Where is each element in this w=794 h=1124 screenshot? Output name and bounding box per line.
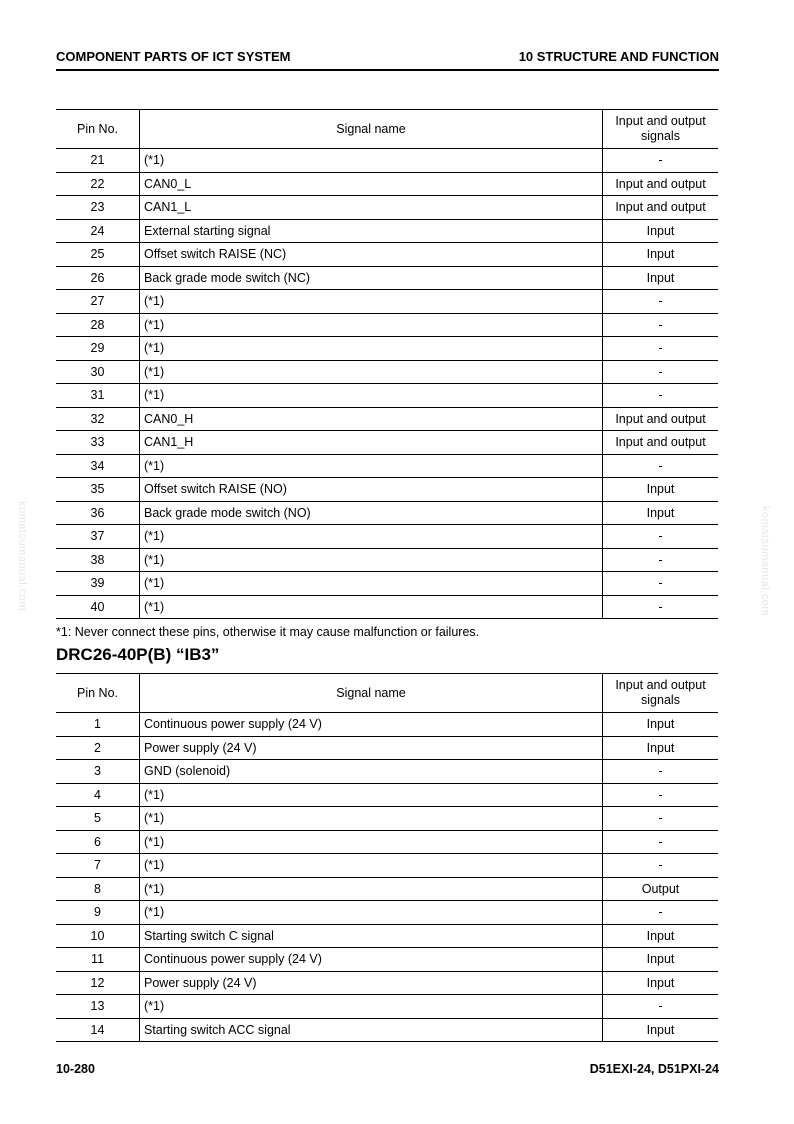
io-signal-cell: Input and output xyxy=(603,196,719,220)
signal-name-cell: (*1) xyxy=(140,149,603,173)
pin-number-cell: 11 xyxy=(56,948,140,972)
io-signal-cell: Input xyxy=(603,1018,719,1042)
table-row xyxy=(56,384,718,408)
signal-name-cell: Power supply (24 V) xyxy=(140,971,603,995)
signal-name-cell: (*1) xyxy=(140,595,603,619)
signal-name-cell: (*1) xyxy=(140,360,603,384)
signal-name-cell: Offset switch RAISE (NO) xyxy=(140,478,603,502)
table-row xyxy=(56,736,718,760)
table-row xyxy=(56,478,718,502)
pin-number-cell: 3 xyxy=(56,760,140,784)
signal-name-cell: (*1) xyxy=(140,877,603,901)
table-row xyxy=(56,407,718,431)
table-row xyxy=(56,572,718,596)
watermark-right: komatsumanual.com xyxy=(759,506,771,616)
io-signal-cell: Input xyxy=(603,971,719,995)
table-row xyxy=(56,760,718,784)
footnote: *1: Never connect these pins, otherwise it may cause malfunction or failures. xyxy=(56,625,480,639)
signal-name-cell: (*1) xyxy=(140,901,603,925)
table-row xyxy=(56,196,718,220)
io-signal-cell: Input xyxy=(603,266,719,290)
signal-name-cell: (*1) xyxy=(140,548,603,572)
signal-name-cell: CAN0_H xyxy=(140,407,603,431)
pin-number-cell: 29 xyxy=(56,337,140,361)
pin-number-cell: 6 xyxy=(56,830,140,854)
table-row xyxy=(56,172,718,196)
io-signal-cell: Input xyxy=(603,478,719,502)
io-signal-cell: - xyxy=(603,337,719,361)
pin-number-cell: 13 xyxy=(56,995,140,1019)
pin-number-cell: 25 xyxy=(56,243,140,267)
pin-table-2 xyxy=(56,673,718,1042)
pin-number-cell: 24 xyxy=(56,219,140,243)
signal-name-cell: CAN0_L xyxy=(140,172,603,196)
pin-number-cell: 4 xyxy=(56,783,140,807)
signal-name-cell: CAN1_H xyxy=(140,431,603,455)
column-header-pin: Pin No. xyxy=(56,110,140,149)
table-row xyxy=(56,360,718,384)
signal-name-cell: Back grade mode switch (NC) xyxy=(140,266,603,290)
pin-number-cell: 21 xyxy=(56,149,140,173)
pin-table-1 xyxy=(56,109,718,619)
pin-number-cell: 37 xyxy=(56,525,140,549)
signal-name-cell: Offset switch RAISE (NC) xyxy=(140,243,603,267)
table-row xyxy=(56,807,718,831)
pin-number-cell: 39 xyxy=(56,572,140,596)
signal-name-cell: (*1) xyxy=(140,313,603,337)
io-signal-cell: - xyxy=(603,595,719,619)
table-row xyxy=(56,313,718,337)
table-row xyxy=(56,219,718,243)
pin-number-cell: 14 xyxy=(56,1018,140,1042)
table-row xyxy=(56,525,718,549)
table-row xyxy=(56,948,718,972)
signal-name-cell: CAN1_L xyxy=(140,196,603,220)
table-row xyxy=(56,783,718,807)
table-row xyxy=(56,243,718,267)
table-row xyxy=(56,877,718,901)
table-row xyxy=(56,854,718,878)
pin-number-cell: 31 xyxy=(56,384,140,408)
table-header-row xyxy=(56,674,718,713)
table-row xyxy=(56,830,718,854)
table-row xyxy=(56,501,718,525)
pin-number-cell: 2 xyxy=(56,736,140,760)
page-number: 10-280 xyxy=(56,1062,95,1076)
column-header-pin: Pin No. xyxy=(56,674,140,713)
watermark-left: komatsumanual.com xyxy=(16,501,28,611)
signal-name-cell: (*1) xyxy=(140,525,603,549)
io-signal-cell: - xyxy=(603,760,719,784)
io-signal-cell: Input xyxy=(603,924,719,948)
pin-number-cell: 36 xyxy=(56,501,140,525)
pin-number-cell: 10 xyxy=(56,924,140,948)
pin-number-cell: 32 xyxy=(56,407,140,431)
column-header-io: Input and output signals xyxy=(603,674,719,713)
table-row xyxy=(56,548,718,572)
signal-name-cell: Continuous power supply (24 V) xyxy=(140,948,603,972)
signal-name-cell: (*1) xyxy=(140,572,603,596)
io-signal-cell: Input xyxy=(603,243,719,267)
io-signal-cell: Input xyxy=(603,501,719,525)
signal-name-cell: Back grade mode switch (NO) xyxy=(140,501,603,525)
io-signal-cell: Input and output xyxy=(603,431,719,455)
io-signal-cell: Input xyxy=(603,219,719,243)
io-signal-cell: - xyxy=(603,854,719,878)
signal-name-cell: Starting switch C signal xyxy=(140,924,603,948)
pin-number-cell: 23 xyxy=(56,196,140,220)
io-signal-cell: - xyxy=(603,313,719,337)
table-row xyxy=(56,266,718,290)
io-signal-cell: Input xyxy=(603,948,719,972)
table-row xyxy=(56,431,718,455)
signal-name-cell: (*1) xyxy=(140,807,603,831)
io-signal-cell: - xyxy=(603,454,719,478)
pin-number-cell: 1 xyxy=(56,713,140,737)
pin-number-cell: 34 xyxy=(56,454,140,478)
pin-number-cell: 40 xyxy=(56,595,140,619)
signal-name-cell: (*1) xyxy=(140,384,603,408)
connector-title: DRC26-40P(B) “IB3” xyxy=(56,645,220,664)
io-signal-cell: - xyxy=(603,548,719,572)
table-row xyxy=(56,454,718,478)
io-signal-cell: - xyxy=(603,384,719,408)
io-signal-cell: - xyxy=(603,830,719,854)
table-row xyxy=(56,713,718,737)
pin-number-cell: 33 xyxy=(56,431,140,455)
io-signal-cell: - xyxy=(603,995,719,1019)
signal-name-cell: External starting signal xyxy=(140,219,603,243)
pin-table-2-body xyxy=(56,713,718,1042)
signal-name-cell: Power supply (24 V) xyxy=(140,736,603,760)
io-signal-cell: Input and output xyxy=(603,407,719,431)
pin-number-cell: 28 xyxy=(56,313,140,337)
io-signal-cell: Output xyxy=(603,877,719,901)
page-header xyxy=(56,48,719,71)
table-row xyxy=(56,1018,718,1042)
header-section-title: COMPONENT PARTS OF ICT SYSTEM xyxy=(56,49,291,64)
column-header-io: Input and output signals xyxy=(603,110,719,149)
table-row xyxy=(56,971,718,995)
table-header-row xyxy=(56,110,718,149)
signal-name-cell: (*1) xyxy=(140,454,603,478)
io-signal-cell: - xyxy=(603,290,719,314)
signal-name-cell: Starting switch ACC signal xyxy=(140,1018,603,1042)
table-row xyxy=(56,149,718,173)
table-row xyxy=(56,995,718,1019)
signal-name-cell: Continuous power supply (24 V) xyxy=(140,713,603,737)
pin-number-cell: 12 xyxy=(56,971,140,995)
column-header-signal: Signal name xyxy=(140,110,603,149)
io-signal-cell: Input xyxy=(603,736,719,760)
signal-name-cell: (*1) xyxy=(140,995,603,1019)
pin-number-cell: 27 xyxy=(56,290,140,314)
pin-number-cell: 7 xyxy=(56,854,140,878)
table-row xyxy=(56,290,718,314)
io-signal-cell: - xyxy=(603,783,719,807)
signal-name-cell: GND (solenoid) xyxy=(140,760,603,784)
signal-name-cell: (*1) xyxy=(140,783,603,807)
io-signal-cell: Input xyxy=(603,713,719,737)
pin-number-cell: 9 xyxy=(56,901,140,925)
column-header-signal: Signal name xyxy=(140,674,603,713)
io-signal-cell: - xyxy=(603,901,719,925)
table-row xyxy=(56,924,718,948)
pin-number-cell: 26 xyxy=(56,266,140,290)
signal-name-cell: (*1) xyxy=(140,830,603,854)
io-signal-cell: - xyxy=(603,360,719,384)
pin-number-cell: 35 xyxy=(56,478,140,502)
table-row xyxy=(56,337,718,361)
pin-number-cell: 30 xyxy=(56,360,140,384)
pin-number-cell: 38 xyxy=(56,548,140,572)
pin-table-1-body xyxy=(56,149,718,619)
io-signal-cell: - xyxy=(603,572,719,596)
signal-name-cell: (*1) xyxy=(140,337,603,361)
model-numbers: D51EXI-24, D51PXI-24 xyxy=(589,1062,719,1076)
pin-number-cell: 8 xyxy=(56,877,140,901)
io-signal-cell: - xyxy=(603,525,719,549)
io-signal-cell: Input and output xyxy=(603,172,719,196)
table-row xyxy=(56,901,718,925)
table-row xyxy=(56,595,718,619)
pin-number-cell: 5 xyxy=(56,807,140,831)
signal-name-cell: (*1) xyxy=(140,290,603,314)
io-signal-cell: - xyxy=(603,807,719,831)
signal-name-cell: (*1) xyxy=(140,854,603,878)
header-chapter-title: 10 STRUCTURE AND FUNCTION xyxy=(518,49,719,64)
io-signal-cell: - xyxy=(603,149,719,173)
pin-number-cell: 22 xyxy=(56,172,140,196)
